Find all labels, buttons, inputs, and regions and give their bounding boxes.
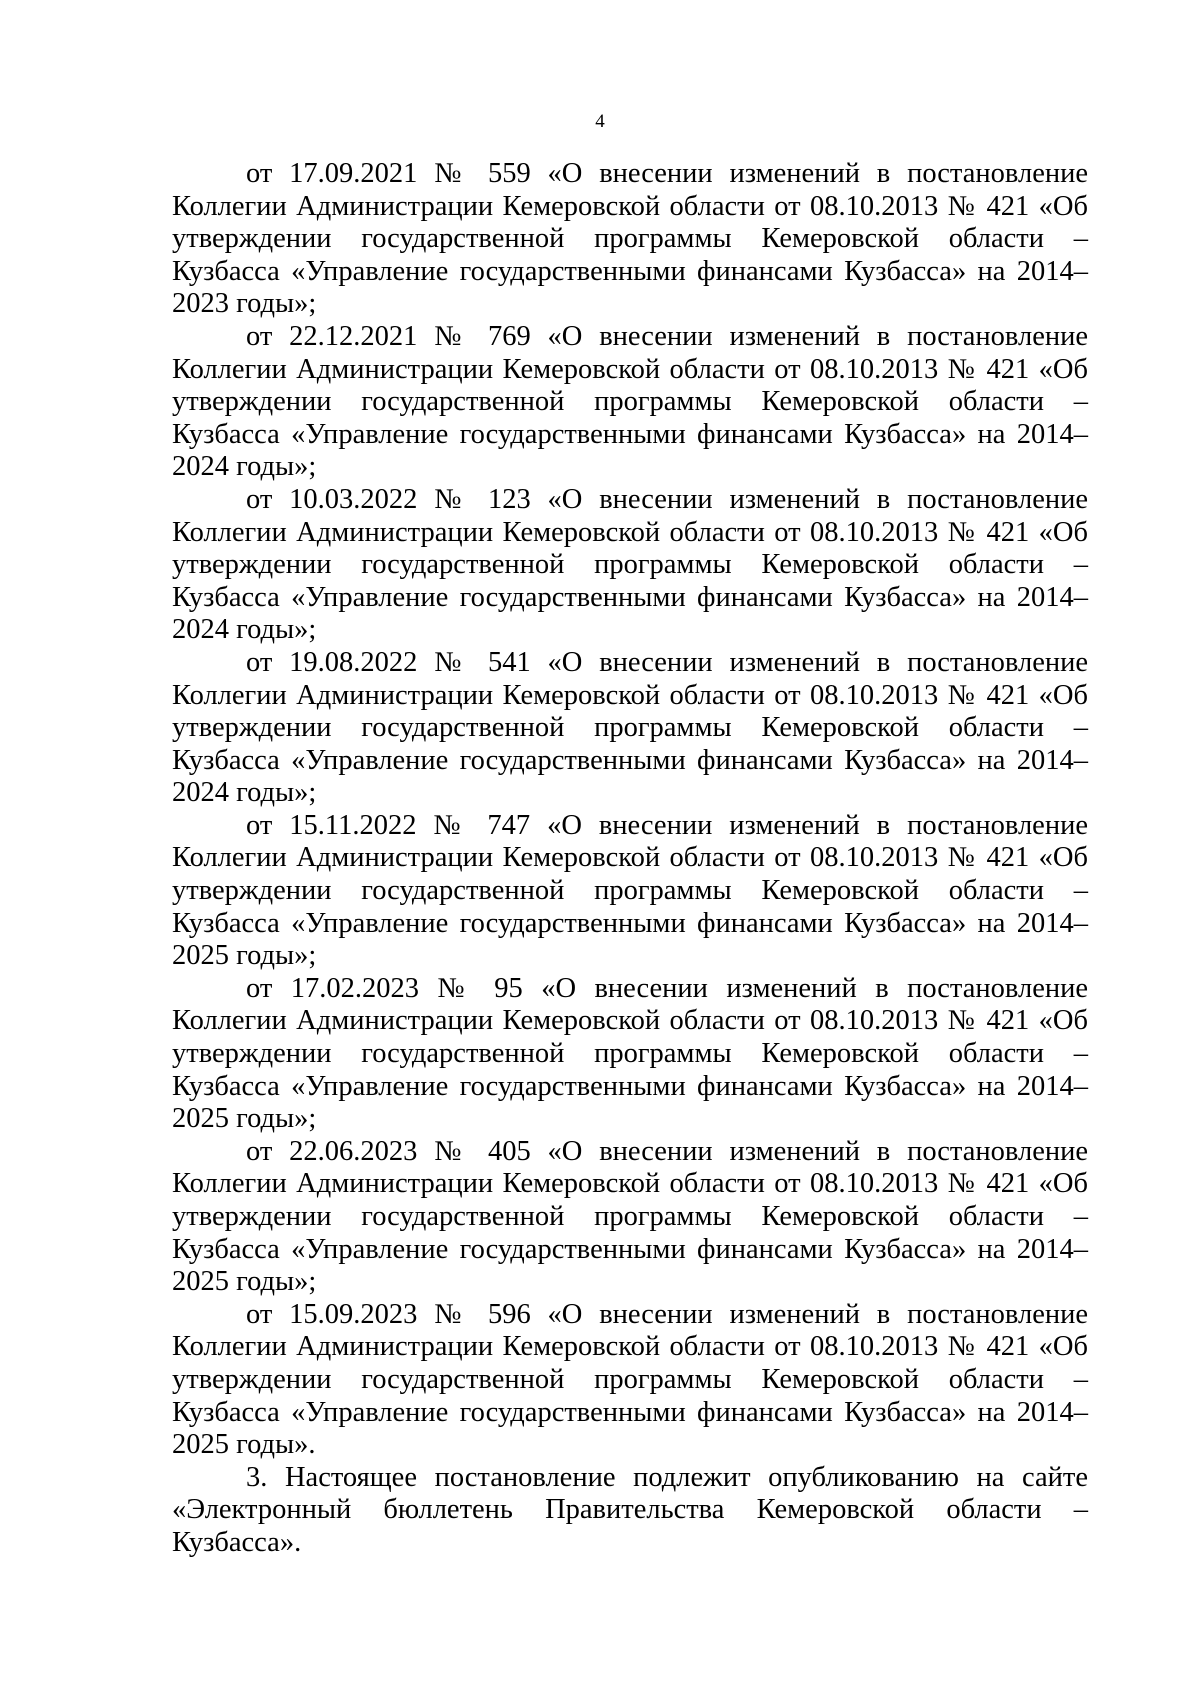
- list-item: от 17.02.2023 № 95 «О внесении изменений в постановление Коллегии Администрации Кемеровской области от 08.10.2013 № 421 «Об утверждении государственной программы Кемеровской области – Кузбасса «Управление государственными финансами Кузбасса» на 2014–2025 годы»;: [172, 972, 1088, 1135]
- list-item: от 19.08.2022 № 541 «О внесении изменений в постановление Коллегии Администрации Кемеровской области от 08.10.2013 № 421 «Об утверждении государственной программы Кемеровской области – Кузбасса «Управление государственными финансами Кузбасса» на 2014–2024 годы»;: [172, 646, 1088, 809]
- list-item: от 17.09.2021 № 559 «О внесении изменений в постановление Коллегии Администрации Кемеровской области от 08.10.2013 № 421 «Об утверждении государственной программы Кемеровской области – Кузбасса «Управление государственными финансами Кузбасса» на 2014–2023 годы»;: [172, 158, 1088, 320]
- document-body: [172, 158, 1088, 1560]
- list-item: от 15.11.2022 № 747 «О внесении изменений в постановление Коллегии Администрации Кемеровской области от 08.10.2013 № 421 «Об утверждении государственной программы Кемеровской области – Кузбасса «Управление государственными финансами Кузбасса» на 2014–2025 годы»;: [172, 809, 1088, 972]
- list-item: от 22.06.2023 № 405 «О внесении изменений в постановление Коллегии Администрации Кемеровской области от 08.10.2013 № 421 «Об утверждении государственной программы Кемеровской области – Кузбасса «Управление государственными финансами Кузбасса» на 2014–2025 годы»;: [172, 1135, 1088, 1298]
- page-number: 4: [595, 111, 605, 132]
- publication-clause: 3. Настоящее постановление подлежит опубликованию на сайте «Электронный бюллетень Правительства Кемеровской области – Кузбасса».: [172, 1461, 1088, 1558]
- list-item: от 15.09.2023 № 596 «О внесении изменений в постановление Коллегии Администрации Кемеровской области от 08.10.2013 № 421 «Об утверждении государственной программы Кемеровской области – Кузбасса «Управление государственными финансами Кузбасса» на 2014–2025 годы».: [172, 1298, 1088, 1461]
- list-item: от 10.03.2022 № 123 «О внесении изменений в постановление Коллегии Администрации Кемеровской области от 08.10.2013 № 421 «Об утверждении государственной программы Кемеровской области – Кузбасса «Управление государственными финансами Кузбасса» на 2014–2024 годы»;: [172, 483, 1088, 646]
- list-item: от 22.12.2021 № 769 «О внесении изменений в постановление Коллегии Администрации Кемеровской области от 08.10.2013 № 421 «Об утверждении государственной программы Кемеровской области – Кузбасса «Управление государственными финансами Кузбасса» на 2014–2024 годы»;: [172, 320, 1088, 483]
